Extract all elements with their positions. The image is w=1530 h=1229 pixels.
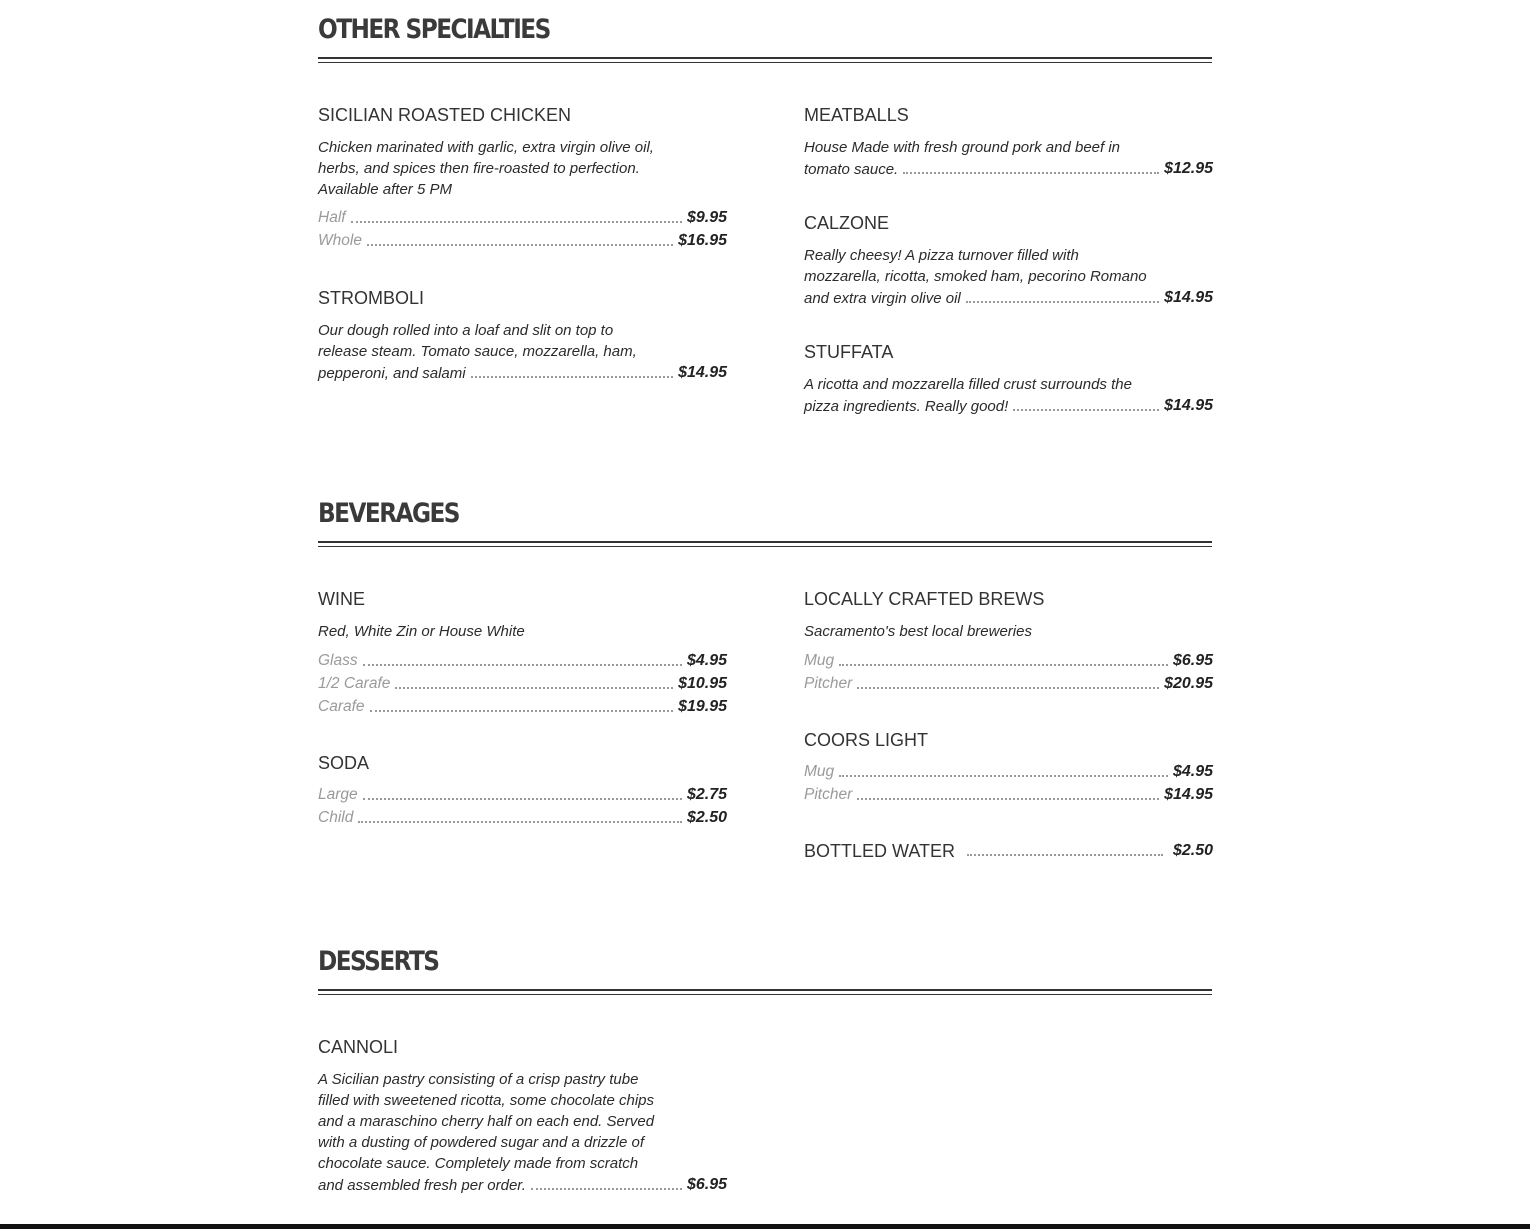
section-divider	[318, 57, 1212, 63]
menu-item-meatballs	[804, 104, 1213, 180]
menu-item-bottled-water	[804, 840, 1213, 862]
item-description: A ricotta and mozzarella filled crust surrounds the	[804, 376, 1132, 393]
price-row-glass	[318, 650, 727, 672]
item-description: Really cheesy! A pizza turnover filled with mozzarella, ricotta, smoked ham, pecorino Romano	[804, 247, 1147, 285]
item-description-last-line: pizza ingredients. Really good!	[804, 398, 1009, 415]
price: $14.95	[1164, 397, 1213, 414]
dot-leader	[358, 821, 682, 823]
price-row-half-carafe	[318, 673, 727, 695]
section-beverages	[318, 498, 1212, 878]
menu-item-calzone	[804, 212, 1213, 309]
price-row	[804, 287, 1213, 309]
item-description: A Sicilian pastry consisting of a crisp pastry tube filled with sweetened ricotta, some chocolate chips and a maraschino cherry half on each end. Served with a dusting of powdered sugar and a drizzle of chocolate sauce. Completely made from scratch	[318, 1071, 655, 1172]
dot-leader	[351, 221, 682, 223]
item-description-last-line: and assembled fresh per order.	[318, 1177, 526, 1194]
price: $2.50	[686, 809, 727, 826]
price: $12.95	[1164, 160, 1213, 177]
price-row-pitcher	[804, 673, 1213, 695]
item-name: STUFFATA	[804, 342, 894, 362]
price: $2.50	[1172, 842, 1213, 859]
dot-leader	[363, 664, 682, 666]
price: $10.95	[678, 675, 727, 692]
size-label: Mug	[804, 652, 835, 669]
dot-leader	[363, 798, 682, 800]
menu-item-stuffata	[804, 341, 1213, 417]
item-name: CANNOLI	[318, 1037, 399, 1057]
price-row	[318, 362, 727, 384]
menu-item-locally-crafted-brews	[804, 588, 1213, 695]
dot-leader	[839, 775, 1168, 777]
size-label: Child	[318, 809, 354, 826]
dot-leader	[531, 1188, 682, 1190]
section-desserts	[318, 946, 1212, 1206]
dot-leader	[967, 854, 1163, 856]
price-row-child	[318, 807, 727, 829]
size-label: Pitcher	[804, 786, 853, 803]
price-row-large	[318, 784, 727, 806]
price-row	[804, 158, 1213, 180]
section-title: DESSERTS	[318, 946, 439, 977]
menu-item-sicilian-roasted-chicken	[318, 104, 727, 252]
price-row-half	[318, 207, 727, 229]
price-row-mug	[804, 761, 1213, 783]
price-row-whole	[318, 230, 727, 252]
price: $2.75	[686, 786, 727, 803]
dot-leader	[471, 376, 673, 378]
item-name: SODA	[318, 753, 370, 773]
dot-leader	[395, 687, 673, 689]
dot-leader	[966, 301, 1159, 303]
price-row	[318, 1174, 727, 1196]
price-row-pitcher	[804, 784, 1213, 806]
section-divider	[318, 989, 1212, 995]
item-name: COORS LIGHT	[804, 730, 929, 750]
size-label: Mug	[804, 763, 835, 780]
item-description-last-line: and extra virgin olive oil	[804, 290, 961, 307]
price: $19.95	[678, 698, 727, 715]
dot-leader	[1013, 409, 1159, 411]
section-other-specialties	[318, 14, 1212, 434]
size-label: Pitcher	[804, 675, 853, 692]
price: $4.95	[686, 652, 727, 669]
price: $14.95	[678, 364, 727, 381]
item-description-last-line: pepperoni, and salami	[318, 365, 466, 382]
price: $16.95	[678, 232, 727, 249]
item-name: STROMBOLI	[318, 288, 425, 308]
section-title: BEVERAGES	[318, 498, 459, 529]
price: $4.95	[1172, 763, 1213, 780]
item-description: House Made with fresh ground pork and beef in	[804, 139, 1121, 156]
item-name: CALZONE	[804, 213, 890, 233]
item-name: LOCALLY CRAFTED BREWS	[804, 589, 1045, 609]
menu-item-cannoli	[318, 1036, 727, 1196]
menu-item-wine	[318, 588, 727, 718]
dot-leader	[839, 664, 1168, 666]
dot-leader	[903, 172, 1159, 174]
item-description: Our dough rolled into a loaf and slit on top to release steam. Tomato sauce, mozzarella, ham,	[318, 322, 637, 360]
size-label: Whole	[318, 232, 362, 249]
section-divider	[318, 541, 1212, 547]
price: $6.95	[1172, 652, 1213, 669]
menu-item-stromboli	[318, 287, 727, 384]
section-title: OTHER SPECIALTIES	[318, 14, 550, 45]
price: $9.95	[686, 209, 727, 226]
dot-leader	[857, 687, 1159, 689]
price-row-carafe	[318, 696, 727, 718]
price: $14.95	[1164, 786, 1213, 803]
size-label: Carafe	[318, 698, 365, 715]
price-row	[804, 840, 1213, 862]
size-label: 1/2 Carafe	[318, 675, 391, 692]
menu-item-soda	[318, 752, 727, 829]
item-description-last-line: tomato sauce.	[804, 161, 899, 178]
item-name: BOTTLED WATER	[804, 841, 956, 861]
dot-leader	[370, 710, 674, 712]
item-name: MEATBALLS	[804, 105, 909, 125]
price-row	[804, 395, 1213, 417]
size-label: Glass	[318, 652, 358, 669]
price: $14.95	[1164, 289, 1213, 306]
dot-leader	[857, 798, 1159, 800]
page-bottom-bar	[0, 1224, 1530, 1229]
size-label: Large	[318, 786, 358, 803]
item-name: SICILIAN ROASTED CHICKEN	[318, 105, 572, 125]
item-name: WINE	[318, 589, 365, 609]
item-description: Sacramento's best local breweries	[804, 623, 1032, 640]
price: $20.95	[1164, 675, 1213, 692]
dot-leader	[367, 244, 673, 246]
menu-item-coors-light	[804, 729, 1213, 806]
item-description: Red, White Zin or House White	[318, 623, 525, 640]
price-row-mug	[804, 650, 1213, 672]
price: $6.95	[686, 1176, 727, 1193]
item-description: Chicken marinated with garlic, extra virgin olive oil, herbs, and spices then fire-roasted to perfection. Available after 5 PM	[318, 139, 654, 198]
size-label: Half	[318, 209, 346, 226]
